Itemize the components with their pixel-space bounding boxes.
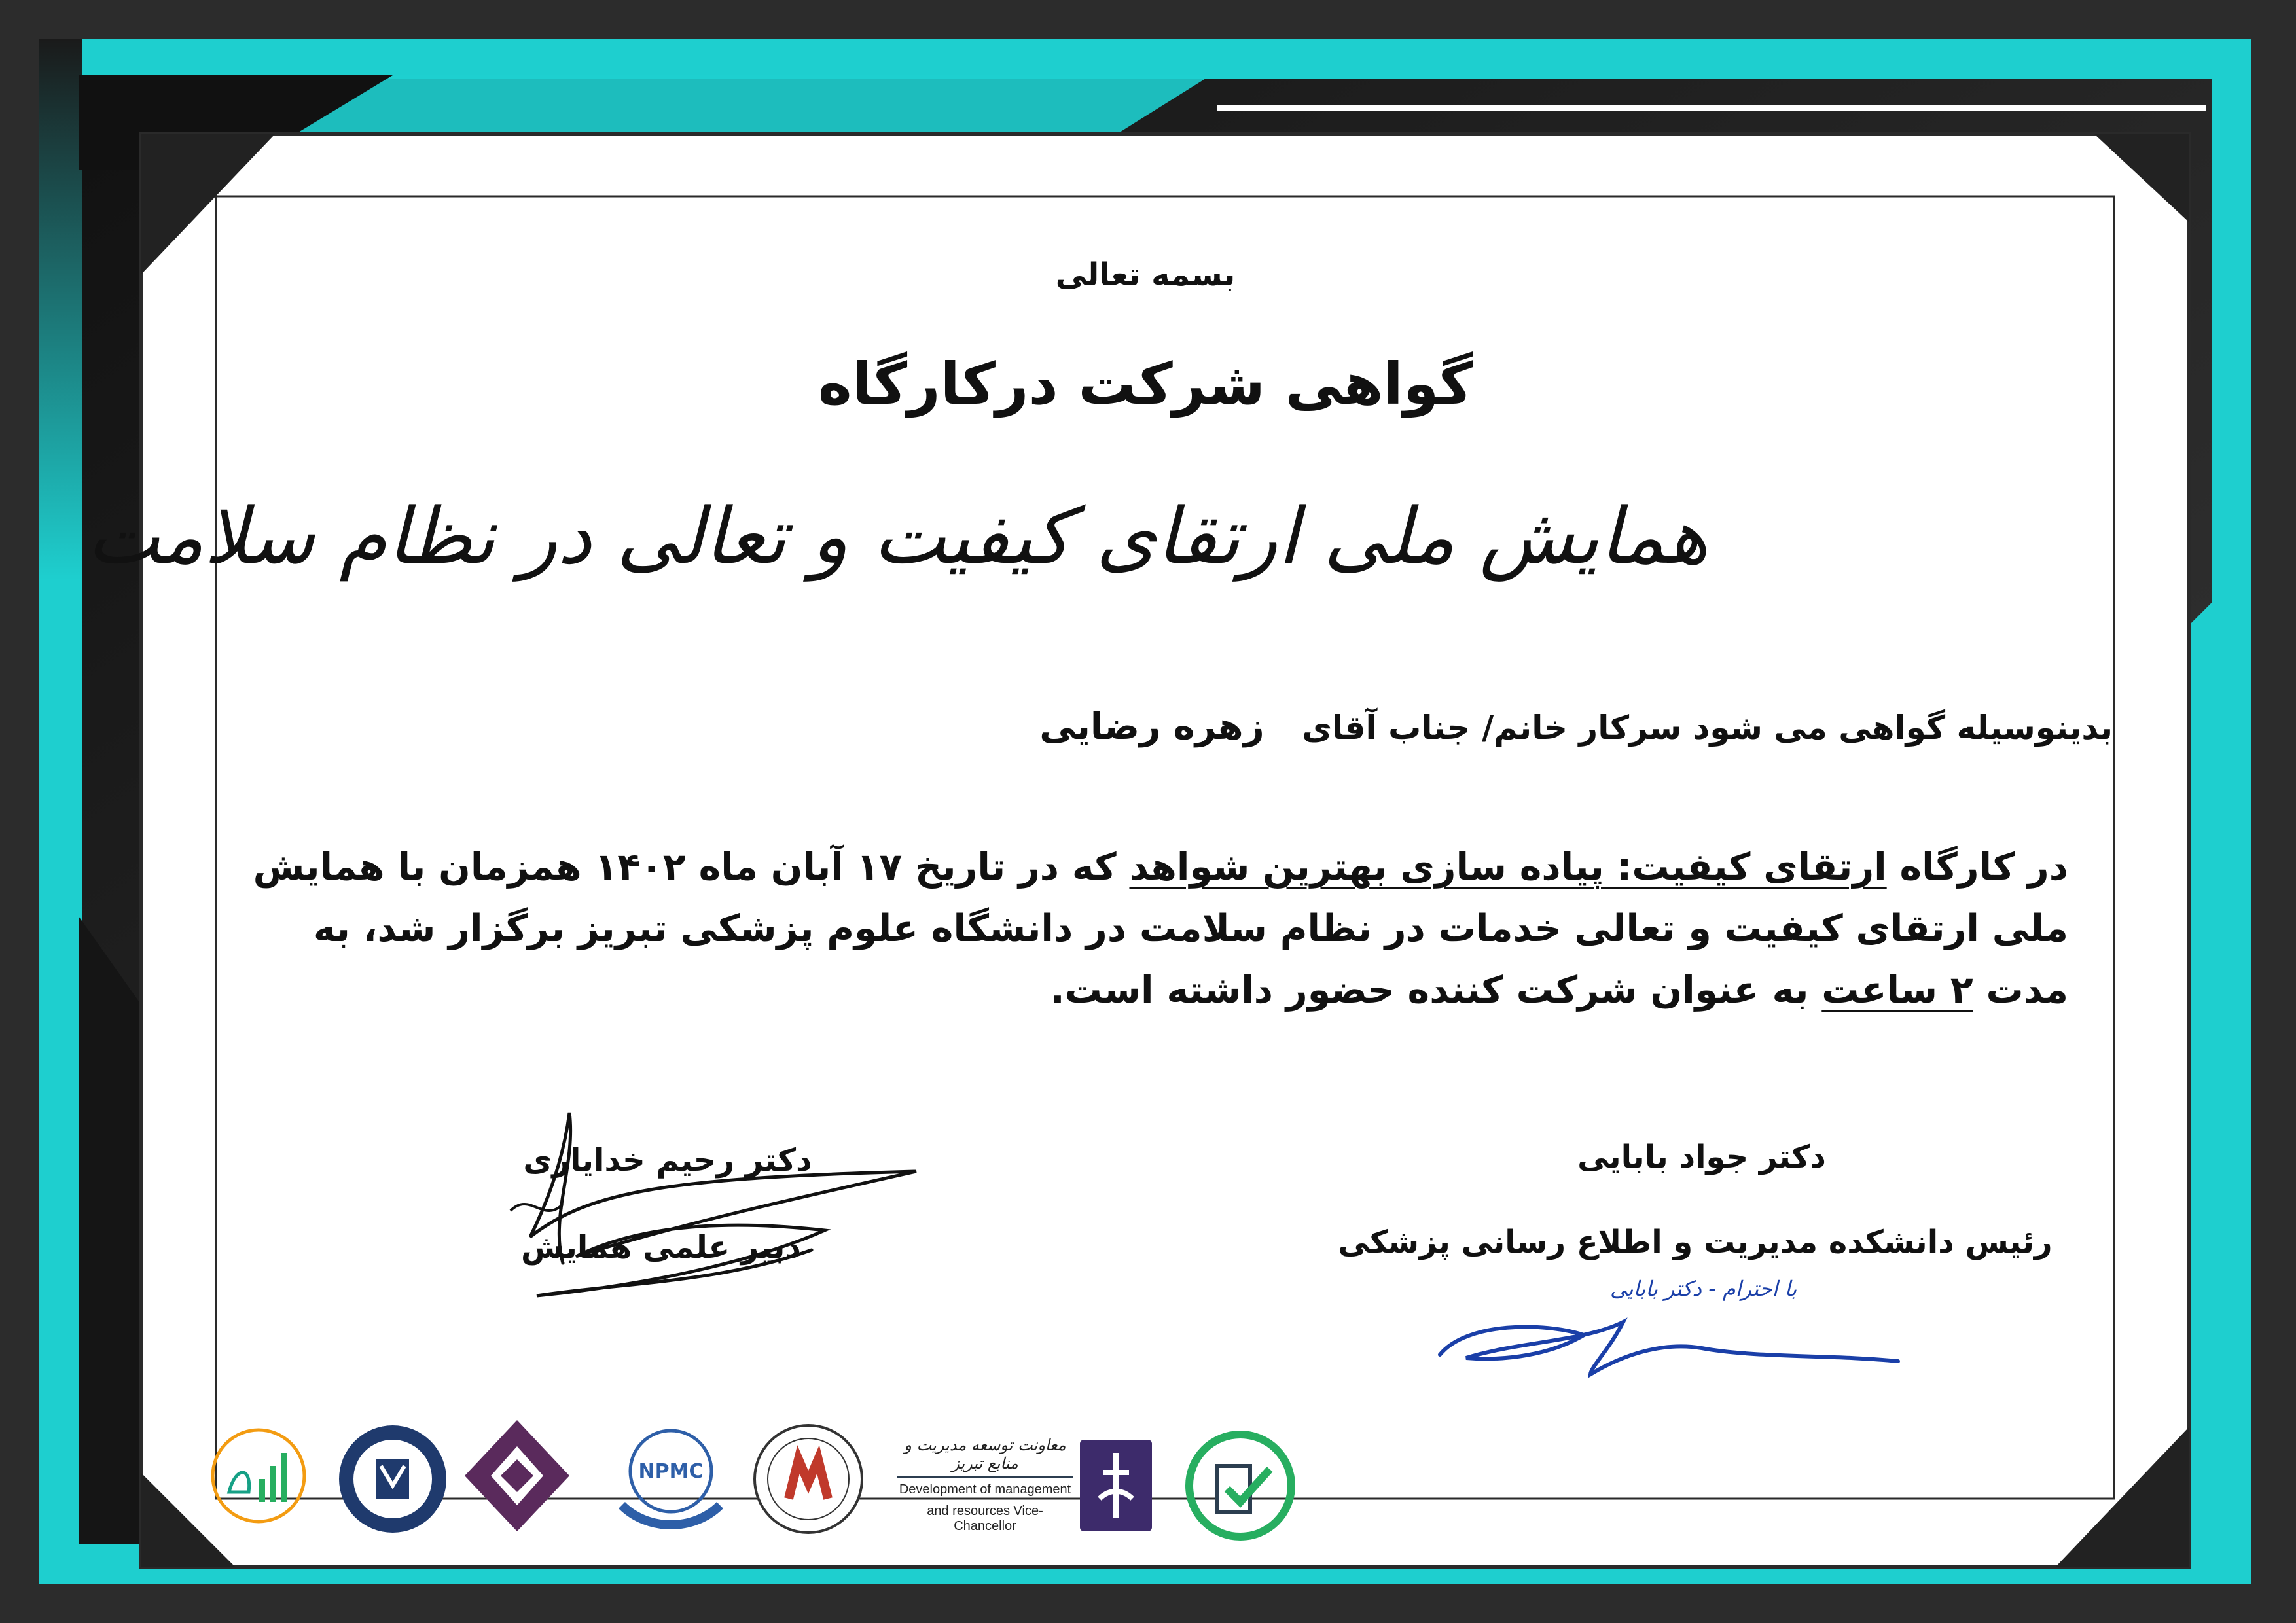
right-signature bbox=[1427, 1296, 1924, 1400]
event-name: همایش ملی ارتقای کیفیت و تعالی در نظام سلامت bbox=[86, 491, 1708, 581]
right-signatory-role: رئیس دانشکده مدیریت و اطلاع رسانی پزشکی bbox=[1338, 1224, 2053, 1260]
npmc-logo bbox=[609, 1420, 733, 1538]
participant-name: زهره رضایی bbox=[1039, 705, 1265, 748]
university-seal-logo bbox=[334, 1420, 452, 1538]
body-part-1: در کارگاه bbox=[1886, 846, 2068, 889]
development-caption-en1: Development of management bbox=[899, 1482, 1071, 1497]
left-signature bbox=[471, 1086, 942, 1322]
ministry-health-logo bbox=[1073, 1433, 1158, 1538]
quality-check-logo bbox=[1181, 1427, 1299, 1544]
intro-line bbox=[1039, 705, 2113, 748]
quality-growth-logo bbox=[196, 1420, 321, 1531]
research-center-logo bbox=[458, 1414, 576, 1558]
body-part-2: که در تاریخ ۱۷ آبان ماه ۱۴۰۲ همزمان با همایش ملی ارتقای کیفیت و تعالی خدمات در نظام سلامت در دانشگاه علوم پزشکی تبریز برگزار شد، به مدت bbox=[253, 846, 2068, 1012]
right-signature-note: با احترام - دکتر بابایی bbox=[1610, 1276, 1797, 1301]
development-caption-en2: and resources Vice-Chancellor bbox=[927, 1504, 1043, 1533]
development-vice-chancellor-logo bbox=[897, 1427, 1073, 1544]
certificate-body bbox=[236, 836, 2068, 1021]
duration: ۲ ساعت bbox=[1821, 969, 1973, 1012]
workshop-title: ارتقای کیفیت: پیاده سازی بهترین شواهد bbox=[1129, 846, 1887, 889]
body-part-3: به عنوان شرکت کننده حضور داشته است. bbox=[1050, 969, 1822, 1012]
certificate-title: گواهی شرکت درکارگاه bbox=[817, 350, 1473, 418]
left-signatory-name: دکتر رحیم خدایاری bbox=[523, 1142, 812, 1179]
left-signatory-role: دبیر علمی همایش bbox=[520, 1229, 801, 1266]
svg-text:NPMC: NPMC bbox=[638, 1460, 704, 1483]
right-signatory-name: دکتر جواد بابایی bbox=[1577, 1139, 1826, 1175]
tabriz-university-logo bbox=[749, 1420, 867, 1538]
development-caption-fa: معاونت توسعه مدیریت و منابع تبریز bbox=[904, 1436, 1066, 1472]
intro-text: بدینوسیله گواهی می شود سرکار خانم/ جناب آقای bbox=[1302, 709, 2113, 747]
bismillah-heading: بسمه تعالی bbox=[1055, 257, 1236, 293]
